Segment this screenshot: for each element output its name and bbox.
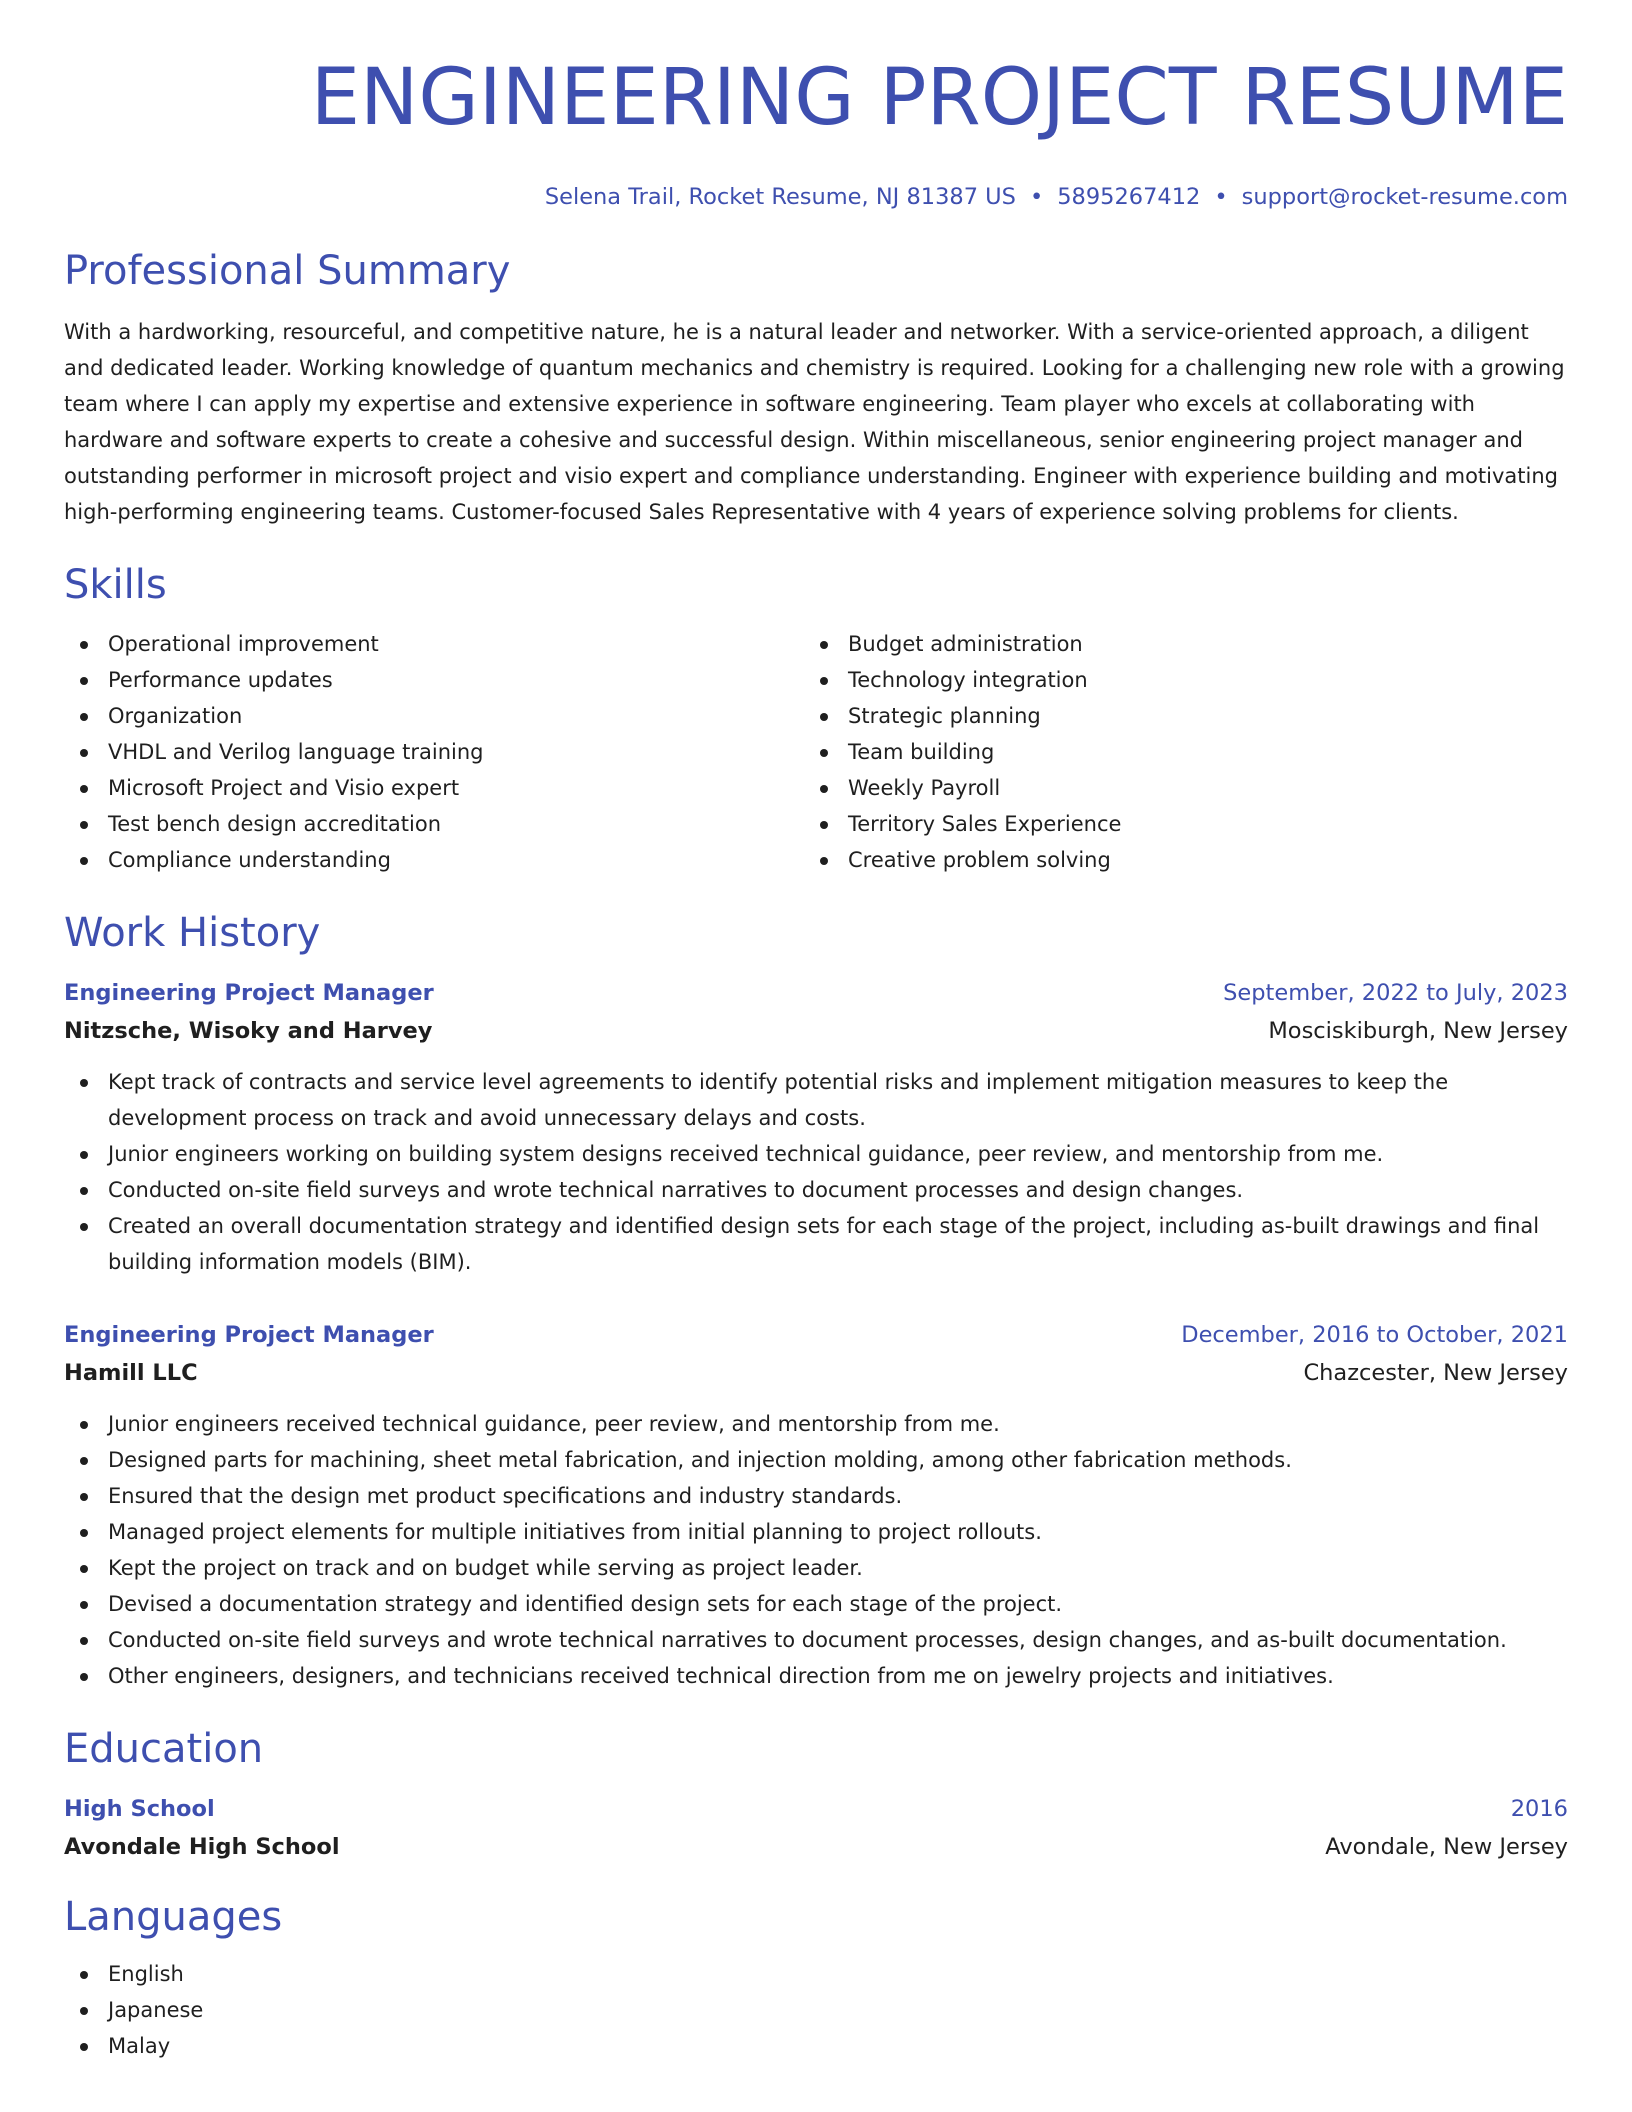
skill-item: Operational improvement bbox=[64, 626, 804, 662]
job-bullets bbox=[64, 1406, 1568, 1694]
education-year: 2016 bbox=[1510, 1796, 1568, 1822]
job-bullet: Junior engineers received technical guidance, peer review, and mentorship from me. bbox=[64, 1406, 1568, 1442]
education-entry bbox=[64, 1790, 1568, 1866]
job-bullet: Other engineers, designers, and technicians received technical direction from me on jewelry projects and initiatives. bbox=[64, 1658, 1568, 1694]
contact-email[interactable]: support@rocket-resume.com bbox=[1241, 184, 1568, 210]
skill-item: Performance updates bbox=[64, 662, 804, 698]
job-bullet: Devised a documentation strategy and identified design sets for each stage of the project. bbox=[64, 1586, 1568, 1622]
skill-item: Organization bbox=[64, 698, 804, 734]
contact-address: Selena Trail, Rocket Resume, NJ 81387 US bbox=[544, 184, 1016, 210]
resume-header bbox=[64, 48, 1568, 212]
job-title: Engineering Project Manager bbox=[64, 1322, 434, 1348]
section-title-education: Education bbox=[64, 1726, 264, 1772]
skills-list-left bbox=[64, 626, 804, 878]
resume-name: ENGINEERING PROJECT RESUME bbox=[310, 53, 1568, 143]
education-header bbox=[64, 1790, 1568, 1828]
job-dates: September, 2022 to July, 2023 bbox=[1223, 980, 1568, 1006]
contact-separator: • bbox=[1214, 184, 1228, 210]
education-subheader bbox=[64, 1828, 1568, 1866]
contact-line bbox=[64, 182, 1568, 212]
skill-item: Microsoft Project and Visio expert bbox=[64, 770, 804, 806]
job-location: Chazcester, New Jersey bbox=[1303, 1360, 1568, 1386]
section-title-languages: Languages bbox=[64, 1894, 283, 1940]
skill-item: Compliance understanding bbox=[64, 842, 804, 878]
job-bullet: Conducted on-site field surveys and wrote technical narratives to document processes and design changes. bbox=[64, 1172, 1568, 1208]
job-bullet: Managed project elements for multiple initiatives from initial planning to project rollouts. bbox=[64, 1514, 1568, 1550]
job-title: Engineering Project Manager bbox=[64, 980, 434, 1006]
education-section bbox=[64, 1724, 1568, 1866]
contact-separator: • bbox=[1029, 184, 1044, 210]
job-header bbox=[64, 1316, 1568, 1354]
job-bullet: Ensured that the design met product specifications and industry standards. bbox=[64, 1478, 1568, 1514]
languages-section bbox=[64, 1892, 1568, 2064]
skill-item: Technology integration bbox=[804, 662, 1544, 698]
skills-list-right bbox=[804, 626, 1544, 878]
language-item: Japanese bbox=[64, 1992, 1568, 2028]
section-title-skills: Skills bbox=[64, 562, 167, 608]
education-location: Avondale, New Jersey bbox=[1325, 1834, 1568, 1860]
job-bullet: Designed parts for machining, sheet metal fabrication, and injection molding, among other fabrication methods. bbox=[64, 1442, 1568, 1478]
job-location: Mosciskiburgh, New Jersey bbox=[1268, 1018, 1568, 1044]
skill-item: Territory Sales Experience bbox=[804, 806, 1544, 842]
skill-item: Strategic planning bbox=[804, 698, 1544, 734]
summary-text: With a hardworking, resourceful, and competitive nature, he is a natural leader and networker. With a service-oriented approach, a diligent and dedicated leader. Working knowledge of quantum mechanics and chemistry is required. Looking for a challenging new role with a growing team where I can apply my expertise and extensive experience in software engineering. Team player who excels at collaborating with hardware and software experts to create a cohesive and successful design. Within miscellaneous, senior engineering project manager and outstanding performer in microsoft project and visio expert and compliance understanding. Engineer with experience building and motivating high-performing engineering teams. Customer-focused Sales Representative with 4 years of experience solving problems for clients. bbox=[64, 320, 1565, 524]
education-school: Avondale High School bbox=[64, 1834, 340, 1860]
job-bullet: Kept the project on track and on budget while serving as project leader. bbox=[64, 1550, 1568, 1586]
skill-item: Creative problem solving bbox=[804, 842, 1544, 878]
language-item: Malay bbox=[64, 2028, 1568, 2064]
section-title-work: Work History bbox=[64, 910, 321, 956]
job-bullet: Junior engineers working on building system designs received technical guidance, peer review, and mentorship from me. bbox=[64, 1136, 1568, 1172]
job-bullet: Conducted on-site field surveys and wrote technical narratives to document processes, design changes, and as-built documentation. bbox=[64, 1622, 1568, 1658]
job-company: Hamill LLC bbox=[64, 1360, 198, 1386]
skills-grid bbox=[64, 626, 1568, 878]
work-section bbox=[64, 908, 1568, 1694]
job-subheader bbox=[64, 1354, 1568, 1392]
skills-section bbox=[64, 560, 1568, 878]
skill-item: VHDL and Verilog language training bbox=[64, 734, 804, 770]
job-dates: December, 2016 to October, 2021 bbox=[1181, 1322, 1568, 1348]
job-bullets bbox=[64, 1064, 1568, 1280]
skill-item: Budget administration bbox=[804, 626, 1544, 662]
language-item: English bbox=[64, 1956, 1568, 1992]
section-title-summary: Professional Summary bbox=[64, 248, 511, 294]
education-degree: High School bbox=[64, 1796, 215, 1822]
skill-item: Test bench design accreditation bbox=[64, 806, 804, 842]
job-bullet: Created an overall documentation strategy and identified design sets for each stage of the project, including as-built drawings and final building information models (BIM). bbox=[64, 1208, 1568, 1280]
job-header bbox=[64, 974, 1568, 1012]
skill-item: Weekly Payroll bbox=[804, 770, 1544, 806]
job-subheader bbox=[64, 1012, 1568, 1050]
contact-phone: 5895267412 bbox=[1057, 184, 1201, 210]
job-entry bbox=[64, 974, 1568, 1280]
job-bullet: Kept track of contracts and service level agreements to identify potential risks and implement mitigation measures to keep the development process on track and avoid unnecessary delays and costs. bbox=[64, 1064, 1568, 1136]
skill-item: Team building bbox=[804, 734, 1544, 770]
summary-section bbox=[64, 246, 1568, 530]
job-entry bbox=[64, 1316, 1568, 1694]
languages-list bbox=[64, 1956, 1568, 2064]
job-company: Nitzsche, Wisoky and Harvey bbox=[64, 1018, 433, 1044]
